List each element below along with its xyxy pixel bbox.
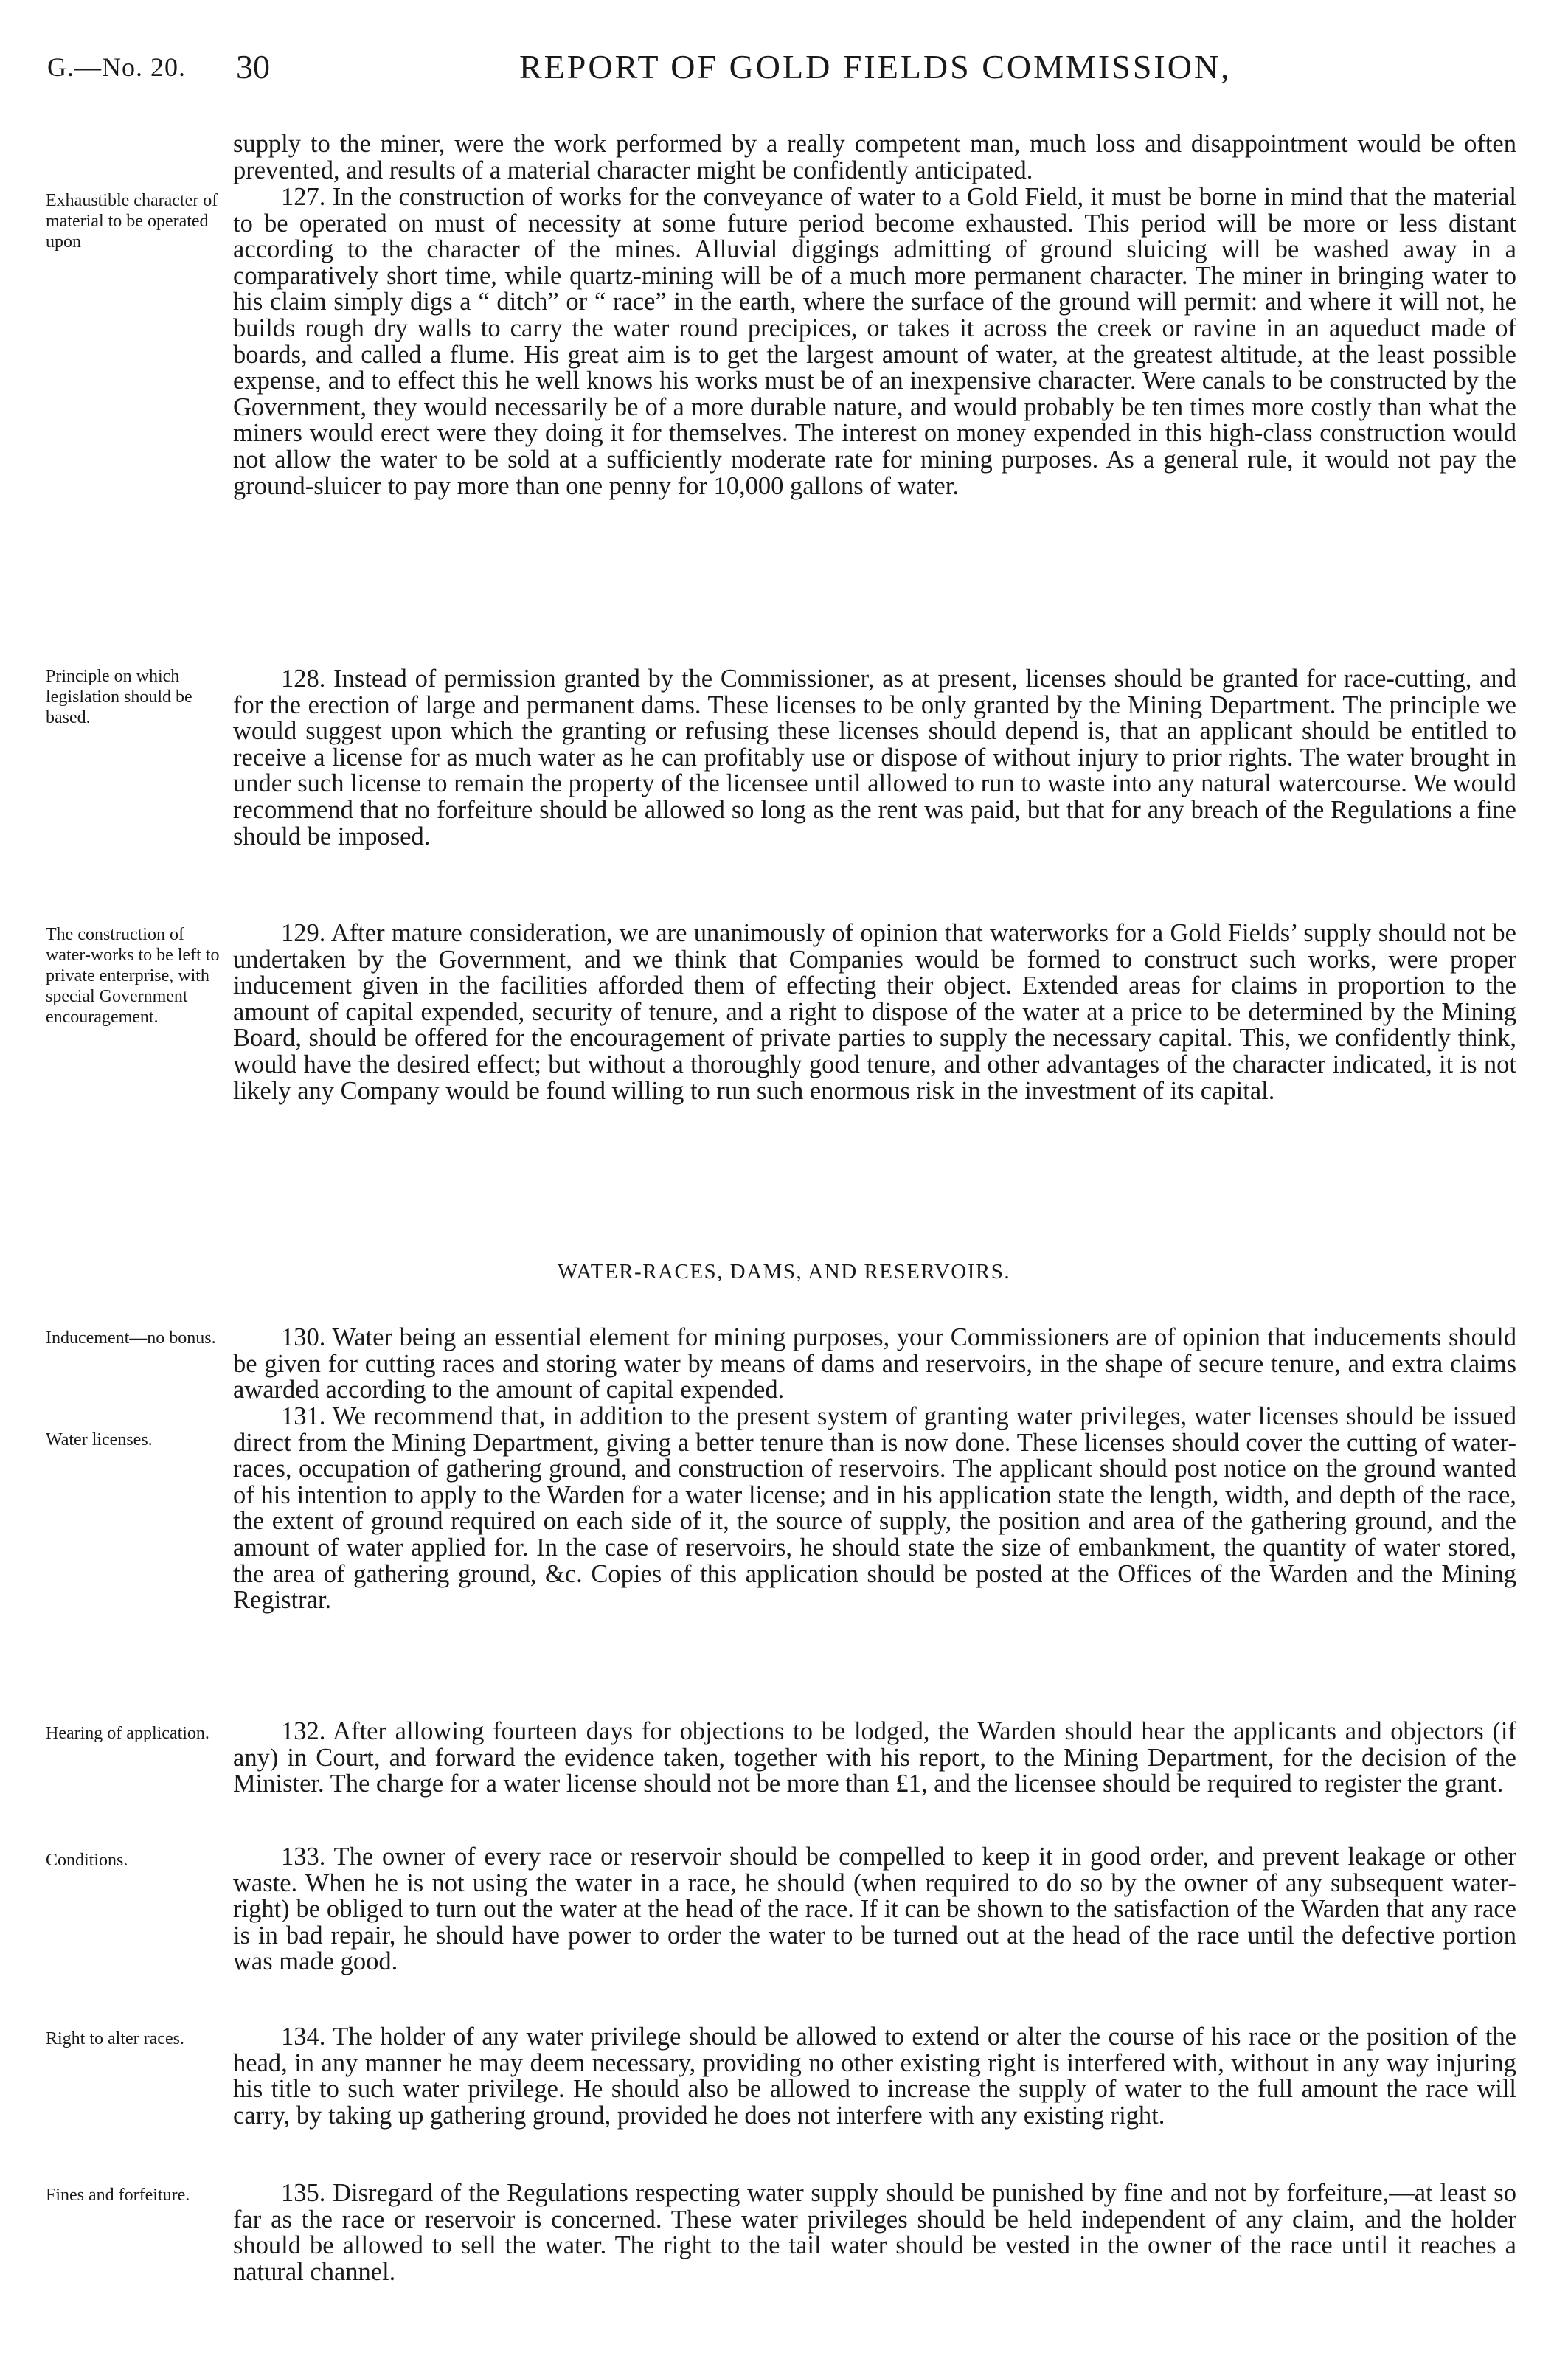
paragraph-128: 128. Instead of permission granted by the Commissioner, as at present, licenses should be granted for race-cutting, and for the erection of large and permanent dams. These licenses to be only granted by the Mining Department. The principle we would suggest upon which the granting or refusing these licenses should depend is, that an applicant should be entitled to receive a license for as much water as he can profitably use or dispose of without injury to prior rights. The water brought in under such license to remain the property of the licensee until allowed to run to waste into any natural watercourse. We would recommend that no forfeiture should be allowed so long as the rent was paid, but that for any breach of the Regulations a fine should be imposed. xyxy=(233,665,1516,850)
page-number: 30 xyxy=(236,48,270,86)
margin-note-exhaustible: Exhaustible character of material to be operated upon xyxy=(46,191,218,252)
paragraph-intro: supply to the miner, were the work performed by a really competent man, much loss and disappointment would be often prevented, and results of a material character might be confidently anticipated. xyxy=(233,130,1516,184)
document-reference: G.—No. 20. xyxy=(47,52,186,82)
section-heading: WATER-RACES, DAMS, AND RESERVOIRS. xyxy=(557,1260,1011,1283)
page-title: REPORT OF GOLD FIELDS COMMISSION, xyxy=(519,48,1232,86)
paragraph-131: 131. We recommend that, in addition to the present system of granting water privileges, water licenses should be issued direct from the Mining Department, giving a better tenure than is now done. These licenses should cover the cutting of water-races, occupation of gathering ground, and construction of reservoirs. The applicant should post notice on the ground wanted of his intention to apply to the Warden for a water license; and in his application state the length, width, and depth of the race, the extent of ground required on each side of it, the source of supply, the position and area of the gathering ground, and the amount of water applied for. In the case of reservoirs, he should state the size of embankment, the quantity of water stored, the area of gathering ground, &c. Copies of this application should be posted at the Offices of the Warden and the Mining Registrar. xyxy=(233,1402,1516,1615)
paragraph-132: 132. After allowing fourteen days for objections to be lodged, the Warden should hear the applicants and objectors (if any) in Court, and forward the evidence taken, together with his report, to the Mining Department, for the decision of the Minister. The charge for a water license should not be more than £1, and the licensee should be required to register the grant. xyxy=(233,1717,1516,1798)
paragraph-127: 127. In the construction of works for the conveyance of water to a Gold Field, it must be borne in mind that the material to be operated on must of necessity at some future period become exhausted. This period will be more or less distant according to the character of the mines. Alluvial diggings admitting of ground sluicing will be washed away in a comparatively short time, while quartz-mining will be of a much more permanent character. The miner in bringing water to his claim simply digs a “ ditch” or “ race” in the earth, where the surface of the ground will permit: and where it will not, he builds rough dry walls to carry the water round precipices, or takes it across the creek or ravine in an aqueduct made of boards, and called a flume. His great aim is to get the largest amount of water, at the greatest altitude, at the least possible expense, and to effect this he well knows his works must be of an inexpensive character. Were canals to be constructed by the Government, they would necessarily be of a more durable nature, and would probably be ten times more costly than what the miners would erect were they doing it for themselves. The interest on money expended in this high-class construction would not allow the water to be sold at a sufficiently moderate rate for mining purposes. As a general rule, it would not pay the ground-sluicer to pay more than one penny for 10,000 gallons of water. xyxy=(233,183,1516,500)
paragraph-129: 129. After mature consideration, we are unanimously of opinion that waterworks for a Gold Fields’ supply should not be undertaken by the Government, and we think that Companies would be formed to construct such works, were proper inducement given in the facilities afforded them of effecting their object. Extended areas for claims in proportion to the amount of capital expended, security of tenure, and a right to dispose of the water at a price to be determined by the Mining Board, should be offered for the encouragement of private parties to supply the necessary capital. This, we confidently think, would have the desired effect; but without a thoroughly good tenure, and other advantages of the character indicated, it is not likely any Company would be found willing to run such enormous risk in the investment of its capital. xyxy=(233,919,1516,1105)
margin-note-conditions: Conditions. xyxy=(46,1851,128,1870)
margin-note-construction: The construction of water-works to be left to private enterprise, with special Government encouragement. xyxy=(46,925,220,1027)
paragraph-130: 130. Water being an essential element for mining purposes, your Commissioners are of opinion that inducements should be given for cutting races and storing water by means of dams and reservoirs, in the shape of secure tenure, and extra claims awarded according to the amount of capital expended. xyxy=(233,1323,1516,1404)
margin-note-principle: Principle on which legislation should be based. xyxy=(46,667,192,727)
paragraph-135: 135. Disregard of the Regulations respecting water supply should be punished by fine and not by forfeiture,—at least so far as the race or reservoir is concerned. These water privileges should be held independent of any claim, and the holder should be allowed to sell the water. The right to the tail water should be vested in the owner of the race until it reaches a natural channel. xyxy=(233,2179,1516,2286)
margin-note-fines: Fines and forfeiture. xyxy=(46,2186,190,2205)
margin-note-hearing: Hearing of application. xyxy=(46,1724,209,1743)
margin-note-inducement: Inducement—no bonus. xyxy=(46,1328,216,1348)
margin-note-right-to-alter: Right to alter races. xyxy=(46,2029,184,2048)
paragraph-134: 134. The holder of any water privilege should be allowed to extend or alter the course of his race or the position of the head, in any manner he may deem necessary, providing no other existing right is interfered with, without in any way injuring his title to such water privilege. He should also be allowed to increase the supply of water to the full amount the race will carry, by taking up gathering ground, provided he does not interfere with any existing right. xyxy=(233,2023,1516,2130)
paragraph-133: 133. The owner of every race or reservoir should be compelled to keep it in good order, and prevent leakage or other waste. When he is not using the water in a race, he should (when required to do so by the owner of any subsequent water-right) be obliged to turn out the water at the head of the race. If it can be shown to the satisfaction of the Warden that any race is in bad repair, he should have power to order the water to be turned out at the head of the race until the defective portion was made good. xyxy=(233,1843,1516,1976)
page-header xyxy=(47,43,1515,102)
margin-note-water-licenses: Water licenses. xyxy=(46,1430,153,1449)
